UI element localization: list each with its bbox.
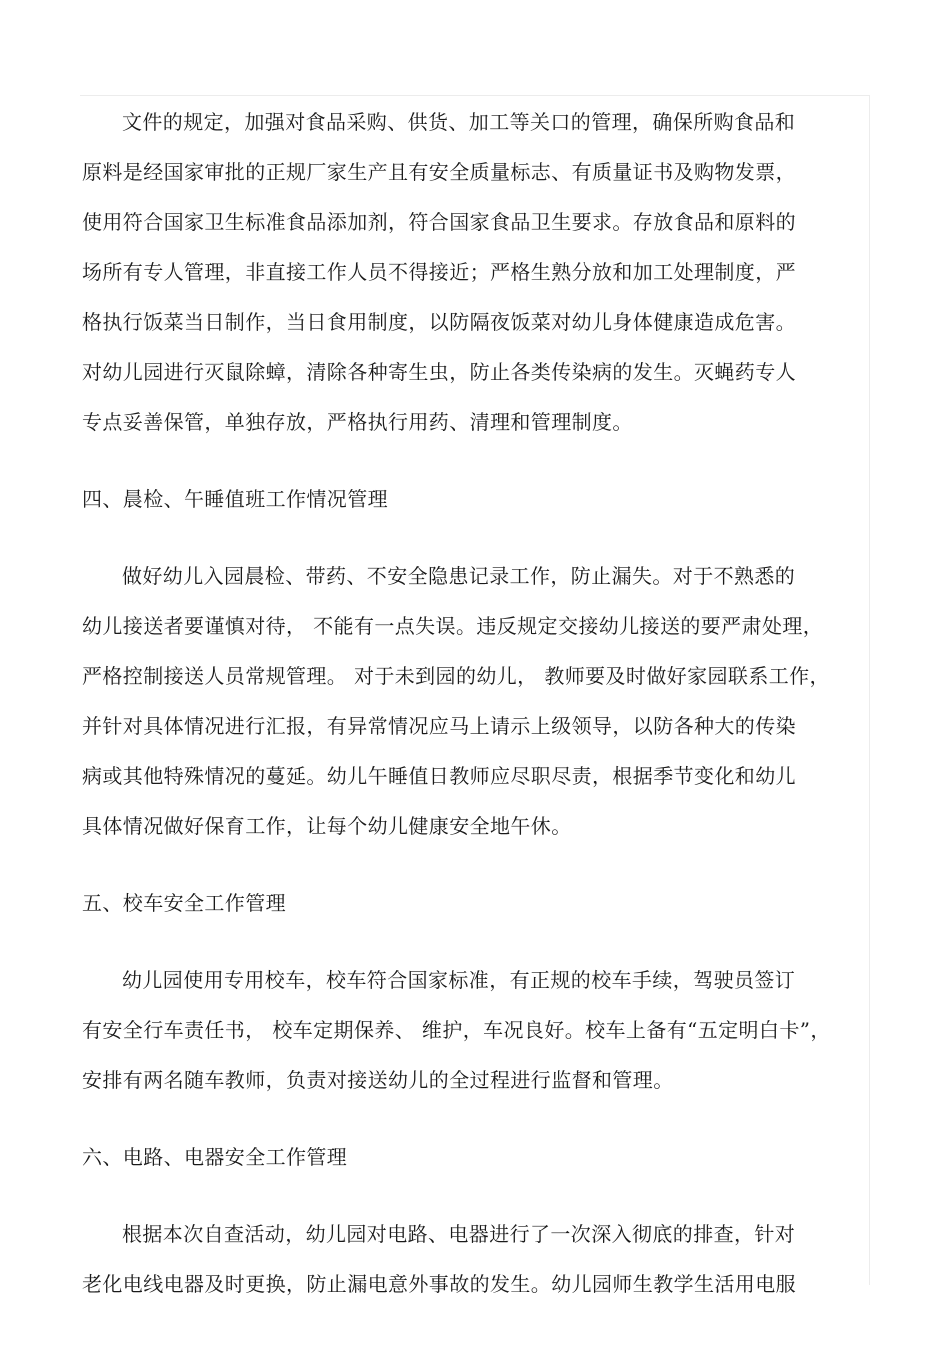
paragraph-school-bus xyxy=(82,955,862,1105)
spacer xyxy=(82,1182,862,1209)
paragraph-morning-check xyxy=(82,551,862,851)
text-line: 严格控制接送人员常规管理。 对于未到园的幼儿， 教师要及时做好家园联系工作， xyxy=(82,664,830,688)
page-top-border xyxy=(80,95,870,96)
text-line: 场所有专人管理，非直接工作人员不得接近；严格生熟分放和加工处理制度，严 xyxy=(82,260,796,284)
section-heading-school-bus: 五、校车安全工作管理 xyxy=(82,891,286,915)
text-line: 安排有两名随车教师，负责对接送幼儿的全过程进行监督和管理。 xyxy=(82,1068,674,1092)
text-line: 有安全行车责任书， 校车定期保养、 维护，车况良好。校车上备有“五定明白卡”， xyxy=(82,1018,831,1042)
paragraph-food-safety xyxy=(82,97,862,447)
text-line: 文件的规定，加强对食品采购、供货、加工等关口的管理，确保所购食品和 xyxy=(122,110,796,134)
text-line: 病或其他特殊情况的蔓延。幼儿午睡值日教师应尽职尽责，根据季节变化和幼儿 xyxy=(82,764,796,788)
text-line: 原料是经国家审批的正规厂家生产且有安全质量标志、有质量证书及购物发票， xyxy=(82,160,796,184)
spacer xyxy=(82,447,862,474)
text-line: 并针对具体情况进行汇报，有异常情况应马上请示上级领导，以防各种大的传染 xyxy=(82,714,796,738)
text-line: 具体情况做好保育工作，让每个幼儿健康安全地午休。 xyxy=(82,814,572,838)
paragraph-electrical xyxy=(82,1209,862,1309)
text-line: 幼儿接送者要谨慎对待， 不能有一点失误。违反规定交接幼儿接送的要严肃处理， xyxy=(82,614,824,638)
spacer xyxy=(82,851,862,878)
text-line: 专点妥善保管，单独存放，严格执行用药、清理和管理制度。 xyxy=(82,410,633,434)
section-heading-electrical: 六、电路、电器安全工作管理 xyxy=(82,1145,348,1169)
section-heading-morning-check: 四、晨检、午睡值班工作情况管理 xyxy=(82,487,388,511)
text-line: 老化电线电器及时更换，防止漏电意外事故的发生。幼儿园师生教学生活用电服 xyxy=(82,1272,796,1296)
spacer xyxy=(82,1105,862,1132)
text-line: 使用符合国家卫生标准食品添加剂，符合国家食品卫生要求。存放食品和原料的 xyxy=(82,210,796,234)
document-body xyxy=(82,97,862,1309)
page-right-border xyxy=(869,95,870,1285)
text-line: 做好幼儿入园晨检、带药、不安全隐患记录工作，防止漏失。对于不熟悉的 xyxy=(122,564,796,588)
text-line: 幼儿园使用专用校车，校车符合国家标准，有正规的校车手续，驾驶员签订 xyxy=(122,968,796,992)
spacer xyxy=(82,928,862,955)
text-line: 格执行饭菜当日制作，当日食用制度，以防隔夜饭菜对幼儿身体健康造成危害。 xyxy=(82,310,796,334)
text-line: 根据本次自查活动，幼儿园对电路、电器进行了一次深入彻底的排查，针对 xyxy=(122,1222,796,1246)
text-line: 对幼儿园进行灭鼠除蟑，清除各种寄生虫，防止各类传染病的发生。灭蝇药专人 xyxy=(82,360,796,384)
spacer xyxy=(82,524,862,551)
